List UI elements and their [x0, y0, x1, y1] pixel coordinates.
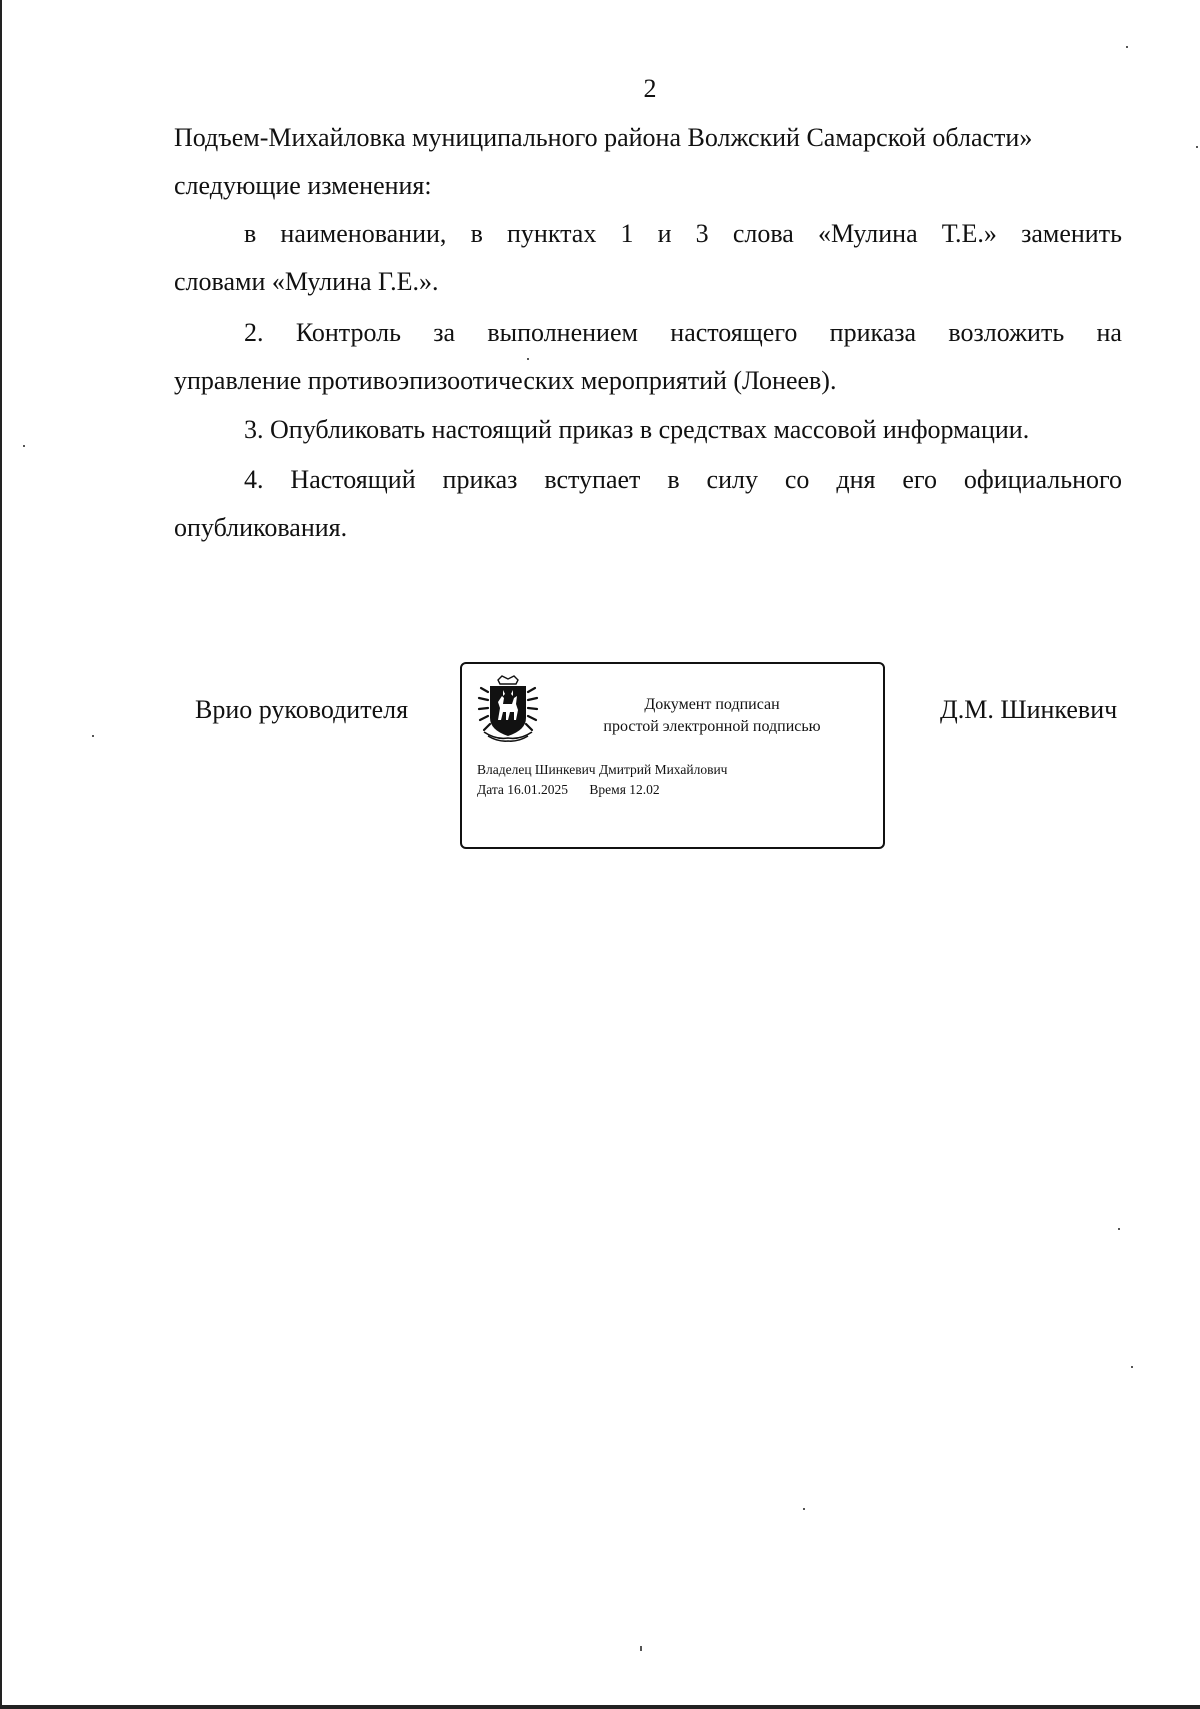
word: со — [784, 465, 810, 494]
paragraph-line: управление противоэпизоотических мероприятий (Лонеев). — [174, 366, 837, 395]
word: официального — [963, 465, 1122, 494]
stamp-owner: Владелец Шинкевич Дмитрий Михайлович — [477, 762, 728, 777]
scan-speck — [92, 735, 94, 737]
word: Т.Е.» — [941, 219, 997, 248]
scan-speck — [1131, 1366, 1133, 1368]
word: пунктах — [506, 219, 597, 248]
stamp-title — [562, 694, 862, 738]
justified-line — [174, 456, 1122, 504]
word: силу — [706, 465, 758, 494]
justified-line — [174, 210, 1122, 258]
word: 1 — [620, 219, 634, 248]
stamp-title-line: простой электронной подписью — [603, 718, 821, 735]
paragraph-3 — [174, 309, 1122, 405]
word: и — [657, 219, 672, 248]
paragraph-line: следующие изменения: — [174, 171, 432, 200]
word: в — [244, 219, 257, 248]
electronic-signature-stamp — [460, 662, 885, 849]
word: на — [1096, 318, 1122, 347]
scan-speck — [1118, 1228, 1120, 1230]
word: приказ — [442, 465, 518, 494]
scan-speck — [640, 1646, 642, 1651]
coat-of-arms-icon — [476, 674, 540, 744]
word: дня — [836, 465, 876, 494]
stamp-time: Время 12.02 — [589, 782, 660, 797]
paragraph-line: опубликования. — [174, 513, 348, 542]
paragraph-5 — [174, 456, 1122, 552]
scan-speck — [1126, 46, 1128, 48]
scan-edge-left — [0, 0, 2, 1709]
word: 2. — [244, 318, 264, 347]
paragraph-line: 3. Опубликовать настоящий приказ в средствах массовой информации. — [244, 415, 1030, 444]
paragraph-line: Подъем-Михайловка муниципального района Волжский Самарской области» — [174, 123, 1033, 152]
word: возложить — [948, 318, 1065, 347]
word: вступает — [544, 465, 641, 494]
scan-edge-bottom — [0, 1705, 1200, 1709]
word: 3 — [695, 219, 709, 248]
word: Настоящий — [290, 465, 416, 494]
word: слова — [732, 219, 794, 248]
word: выполнением — [487, 318, 638, 347]
word: приказа — [829, 318, 917, 347]
word: Контроль — [295, 318, 401, 347]
scan-speck — [803, 1508, 805, 1510]
signatory-name: Д.М. Шинкевич — [940, 695, 1118, 724]
paragraph-2 — [174, 210, 1122, 306]
scan-speck — [23, 445, 25, 447]
word: наименовании, — [280, 219, 447, 248]
word: его — [902, 465, 937, 494]
stamp-date: Дата 16.01.2025 — [477, 782, 569, 797]
word: заменить — [1021, 219, 1122, 248]
word: настоящего — [670, 318, 798, 347]
stamp-title-line: Документ подписан — [644, 696, 780, 713]
page-number: 2 — [643, 74, 657, 103]
word: в — [667, 465, 680, 494]
paragraph-1 — [174, 114, 1122, 210]
scan-speck — [1196, 146, 1198, 148]
paragraph-line: словами «Мулина Г.Е.». — [174, 267, 439, 296]
word: за — [433, 318, 456, 347]
paragraph-4 — [174, 406, 1122, 454]
word: 4. — [244, 465, 264, 494]
word: «Мулина — [817, 219, 918, 248]
justified-line — [174, 309, 1122, 357]
word: в — [470, 219, 483, 248]
signatory-position: Врио руководителя — [195, 695, 409, 724]
stamp-datetime — [477, 782, 660, 798]
